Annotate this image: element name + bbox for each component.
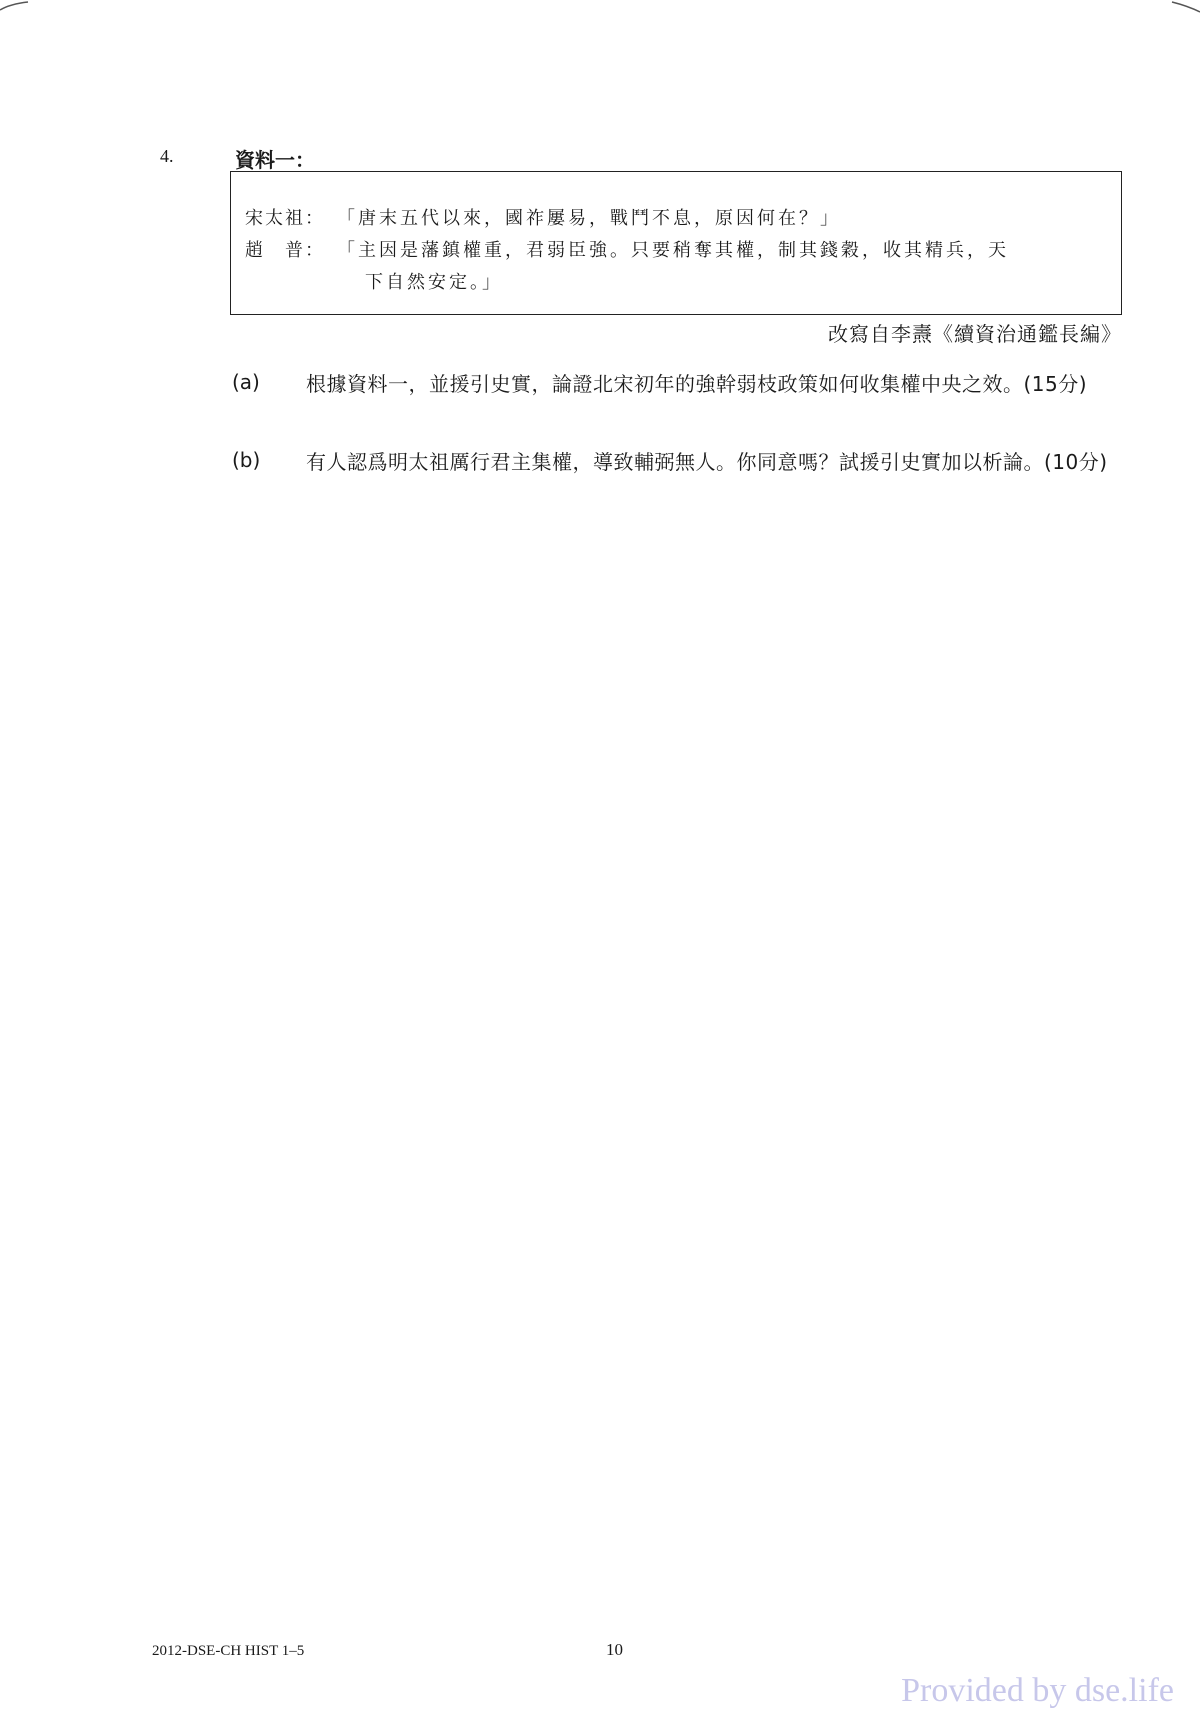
source-title: 資料一： <box>235 148 315 172</box>
part-label: (b) <box>232 448 261 472</box>
part-text: 有人認爲明太祖厲行君主集權，導致輔弼無人。你同意嗎？試援引史實加以析論。(10分) <box>306 450 1108 474</box>
dialogue-line-1 <box>245 204 841 230</box>
dialogue-text: 下自然安定。」 <box>365 272 503 293</box>
dialogue-line-3 <box>365 268 503 294</box>
page-number: 10 <box>606 1640 623 1659</box>
speaker-label: 趙 普： <box>245 240 325 261</box>
watermark: Provided by dse.life <box>901 1672 1174 1709</box>
dialogue-text: 「主因是藩鎮權重，君弱臣強。只要稍奪其權，制其錢穀，收其精兵，天 <box>337 240 1009 261</box>
source-box <box>230 171 1122 315</box>
scan-corner-mark-left <box>0 0 30 14</box>
part-text: 根據資料一，並援引史實，論證北宋初年的強幹弱枝政策如何收集權中央之效。(15分) <box>306 372 1088 396</box>
scan-corner-mark-right <box>1170 0 1200 14</box>
question-number: 4. <box>160 146 174 166</box>
source-citation: 改寫自李燾《續資治通鑑長編》 <box>828 322 1122 346</box>
dialogue-line-2 <box>245 236 1009 262</box>
part-label: (a) <box>232 370 260 394</box>
paper-code: 2012-DSE-CH HIST 1–5 <box>152 1643 305 1659</box>
dialogue-text: 「唐末五代以來，國祚屢易，戰鬥不息，原因何在？」 <box>337 208 841 229</box>
speaker-label: 宋太祖： <box>245 208 325 229</box>
